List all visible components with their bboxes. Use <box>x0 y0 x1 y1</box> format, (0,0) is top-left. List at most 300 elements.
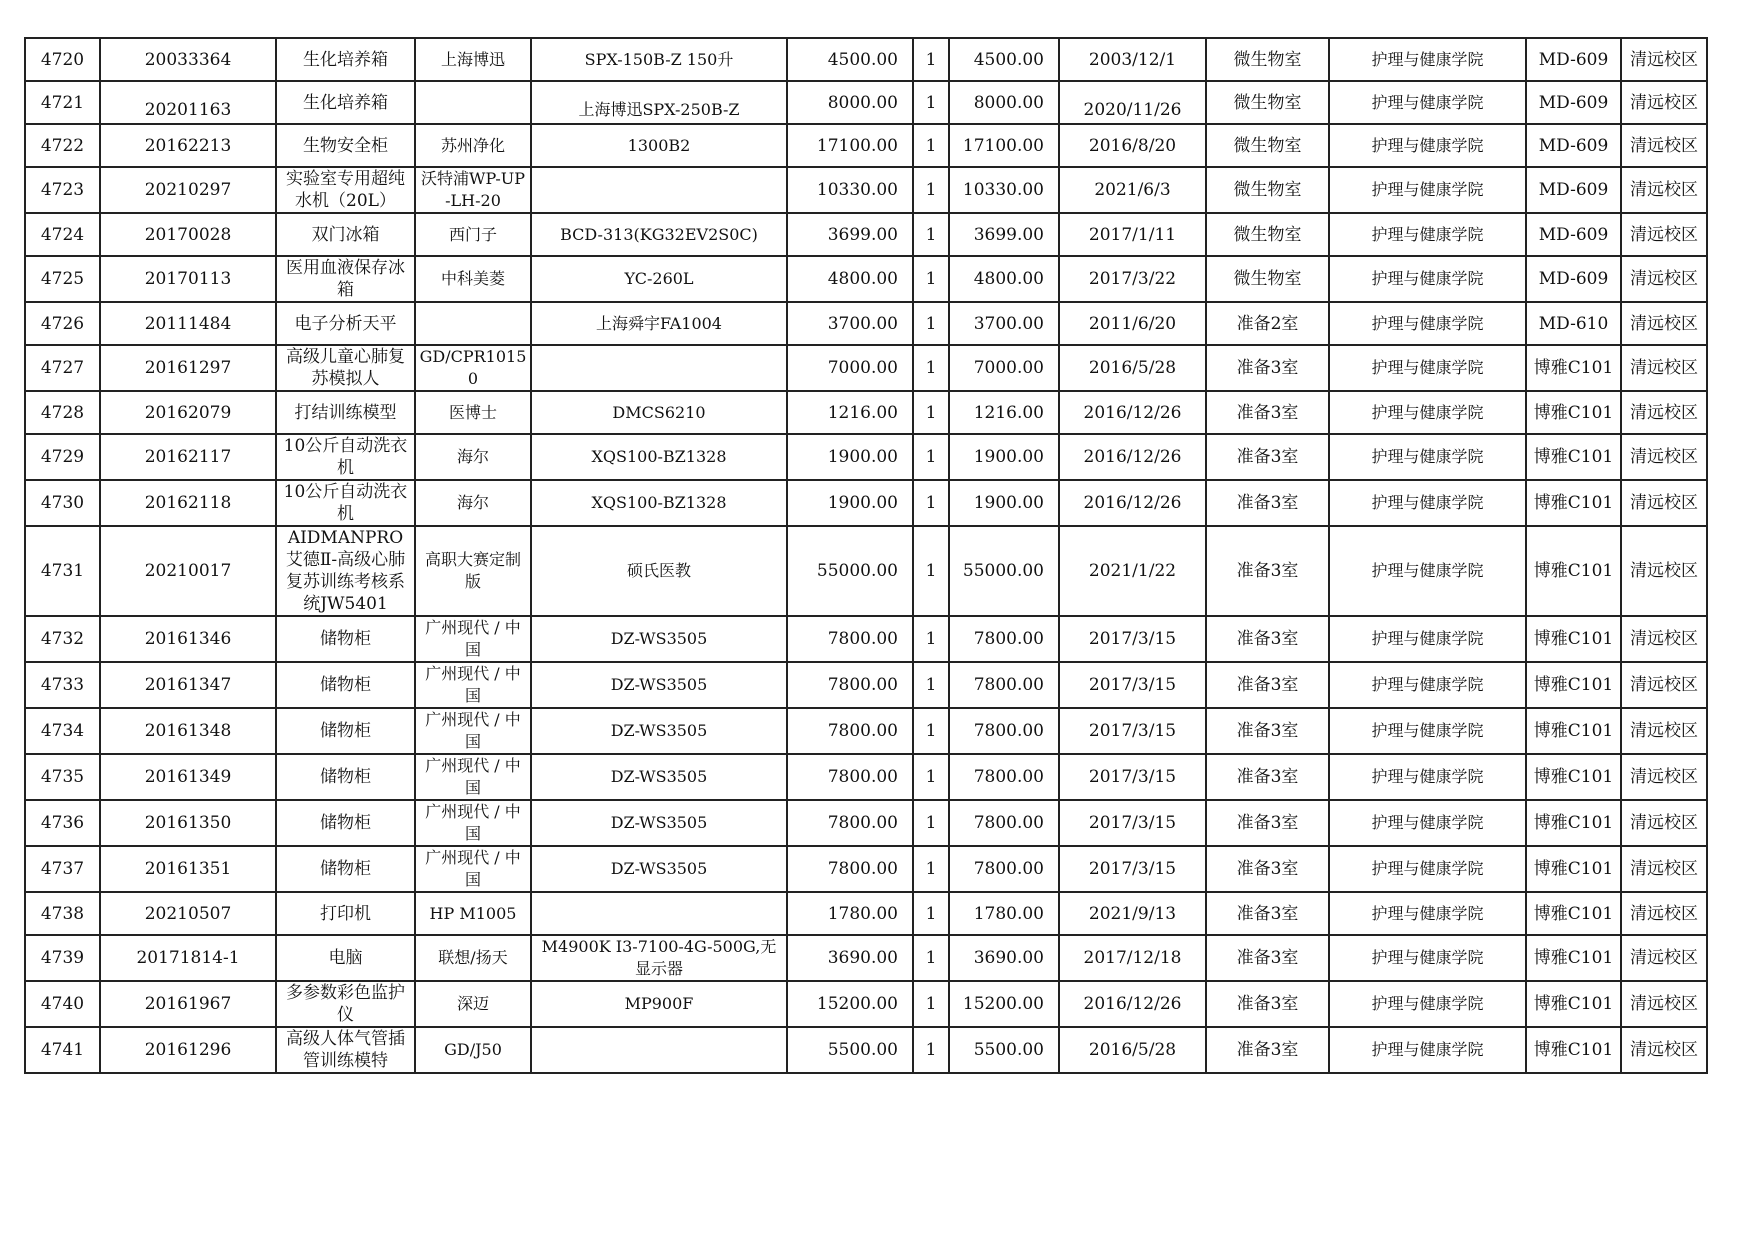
room-cell: 准备3室 <box>1206 526 1329 616</box>
purchase-date-cell: 2017/3/15 <box>1059 662 1206 708</box>
table-row <box>25 302 1707 345</box>
purchase-date-cell: 2016/5/28 <box>1059 1027 1206 1073</box>
room-cell: 微生物室 <box>1206 124 1329 167</box>
brand-cell: GD/CPR10150 <box>415 345 531 391</box>
name-cell: 电脑 <box>276 935 415 981</box>
table-row <box>25 800 1707 846</box>
name-cell: 高级人体气管插管训练模特 <box>276 1027 415 1073</box>
unit-price-cell: 8000.00 <box>787 81 913 124</box>
table-row <box>25 38 1707 81</box>
room-cell: 准备3室 <box>1206 800 1329 846</box>
brand-cell: 沃特浦WP-UP-LH-20 <box>415 167 531 213</box>
name-cell: 生物安全柜 <box>276 124 415 167</box>
location-cell: 博雅C101 <box>1526 526 1621 616</box>
model-cell: M4900K I3-7100-4G-500G,无显示器 <box>531 935 787 981</box>
department-cell: 护理与健康学院 <box>1329 981 1526 1027</box>
campus-cell: 清远校区 <box>1621 616 1707 662</box>
room-cell: 准备3室 <box>1206 846 1329 892</box>
quantity-cell: 1 <box>913 708 949 754</box>
location-cell: MD-609 <box>1526 81 1621 124</box>
quantity-cell: 1 <box>913 213 949 256</box>
room-cell: 微生物室 <box>1206 256 1329 302</box>
unit-price-cell: 1900.00 <box>787 480 913 526</box>
department-cell: 护理与健康学院 <box>1329 124 1526 167</box>
seq-cell: 4724 <box>25 213 100 256</box>
unit-price-cell: 3699.00 <box>787 213 913 256</box>
room-cell: 准备3室 <box>1206 662 1329 708</box>
campus-cell: 清远校区 <box>1621 213 1707 256</box>
seq-cell: 4738 <box>25 892 100 935</box>
campus-cell: 清远校区 <box>1621 391 1707 434</box>
asset-code-cell: 20161346 <box>100 616 276 662</box>
brand-cell: 中科美菱 <box>415 256 531 302</box>
campus-cell: 清远校区 <box>1621 302 1707 345</box>
location-cell: 博雅C101 <box>1526 981 1621 1027</box>
department-cell: 护理与健康学院 <box>1329 1027 1526 1073</box>
unit-price-cell: 7800.00 <box>787 846 913 892</box>
quantity-cell: 1 <box>913 800 949 846</box>
location-cell: 博雅C101 <box>1526 892 1621 935</box>
unit-price-cell: 7800.00 <box>787 708 913 754</box>
asset-code-cell: 20210297 <box>100 167 276 213</box>
campus-cell: 清远校区 <box>1621 846 1707 892</box>
department-cell: 护理与健康学院 <box>1329 167 1526 213</box>
location-cell: 博雅C101 <box>1526 434 1621 480</box>
room-cell: 准备3室 <box>1206 981 1329 1027</box>
purchase-date-cell: 2016/5/28 <box>1059 345 1206 391</box>
unit-price-cell: 7800.00 <box>787 754 913 800</box>
department-cell: 护理与健康学院 <box>1329 616 1526 662</box>
brand-cell: 广州现代 / 中国 <box>415 616 531 662</box>
purchase-date-cell: 2021/6/3 <box>1059 167 1206 213</box>
asset-code-cell: 20161297 <box>100 345 276 391</box>
location-cell: MD-609 <box>1526 38 1621 81</box>
department-cell: 护理与健康学院 <box>1329 480 1526 526</box>
location-cell: MD-610 <box>1526 302 1621 345</box>
brand-cell <box>415 302 531 345</box>
amount-cell: 55000.00 <box>949 526 1059 616</box>
room-cell: 微生物室 <box>1206 38 1329 81</box>
seq-cell: 4734 <box>25 708 100 754</box>
campus-cell: 清远校区 <box>1621 480 1707 526</box>
table-row <box>25 662 1707 708</box>
seq-cell: 4720 <box>25 38 100 81</box>
quantity-cell: 1 <box>913 391 949 434</box>
brand-cell: 广州现代 / 中国 <box>415 800 531 846</box>
room-cell: 准备3室 <box>1206 892 1329 935</box>
model-cell: BCD-313(KG32EV2S0C) <box>531 213 787 256</box>
campus-cell: 清远校区 <box>1621 434 1707 480</box>
quantity-cell: 1 <box>913 38 949 81</box>
quantity-cell: 1 <box>913 124 949 167</box>
amount-cell: 7800.00 <box>949 708 1059 754</box>
department-cell: 护理与健康学院 <box>1329 256 1526 302</box>
table-row <box>25 526 1707 616</box>
asset-code-cell: 20162117 <box>100 434 276 480</box>
table-row <box>25 981 1707 1027</box>
asset-code-cell: 20111484 <box>100 302 276 345</box>
amount-cell: 1780.00 <box>949 892 1059 935</box>
room-cell: 准备3室 <box>1206 708 1329 754</box>
amount-cell: 8000.00 <box>949 81 1059 124</box>
department-cell: 护理与健康学院 <box>1329 81 1526 124</box>
location-cell: MD-609 <box>1526 256 1621 302</box>
quantity-cell: 1 <box>913 935 949 981</box>
room-cell: 准备3室 <box>1206 935 1329 981</box>
unit-price-cell: 4500.00 <box>787 38 913 81</box>
location-cell: 博雅C101 <box>1526 754 1621 800</box>
name-cell: 打结训练模型 <box>276 391 415 434</box>
department-cell: 护理与健康学院 <box>1329 526 1526 616</box>
model-cell: MP900F <box>531 981 787 1027</box>
asset-table <box>24 37 1708 1074</box>
seq-cell: 4721 <box>25 81 100 124</box>
name-cell: 储物柜 <box>276 846 415 892</box>
name-cell: 储物柜 <box>276 616 415 662</box>
purchase-date-cell: 2020/11/26 <box>1059 81 1206 124</box>
table-row <box>25 754 1707 800</box>
department-cell: 护理与健康学院 <box>1329 935 1526 981</box>
purchase-date-cell: 2016/12/26 <box>1059 480 1206 526</box>
department-cell: 护理与健康学院 <box>1329 708 1526 754</box>
room-cell: 微生物室 <box>1206 213 1329 256</box>
brand-cell: 广州现代 / 中国 <box>415 708 531 754</box>
asset-code-cell: 20161296 <box>100 1027 276 1073</box>
campus-cell: 清远校区 <box>1621 935 1707 981</box>
unit-price-cell: 7800.00 <box>787 800 913 846</box>
seq-cell: 4726 <box>25 302 100 345</box>
campus-cell: 清远校区 <box>1621 708 1707 754</box>
department-cell: 护理与健康学院 <box>1329 38 1526 81</box>
seq-cell: 4740 <box>25 981 100 1027</box>
room-cell: 准备3室 <box>1206 391 1329 434</box>
amount-cell: 7800.00 <box>949 800 1059 846</box>
brand-cell: 广州现代 / 中国 <box>415 846 531 892</box>
location-cell: 博雅C101 <box>1526 391 1621 434</box>
model-cell: DZ-WS3505 <box>531 708 787 754</box>
quantity-cell: 1 <box>913 256 949 302</box>
quantity-cell: 1 <box>913 81 949 124</box>
asset-code-cell: 20162213 <box>100 124 276 167</box>
model-cell <box>531 892 787 935</box>
location-cell: 博雅C101 <box>1526 800 1621 846</box>
seq-cell: 4730 <box>25 480 100 526</box>
location-cell: MD-609 <box>1526 213 1621 256</box>
amount-cell: 17100.00 <box>949 124 1059 167</box>
campus-cell: 清远校区 <box>1621 81 1707 124</box>
model-cell <box>531 1027 787 1073</box>
amount-cell: 7800.00 <box>949 616 1059 662</box>
purchase-date-cell: 2011/6/20 <box>1059 302 1206 345</box>
brand-cell: 医博士 <box>415 391 531 434</box>
model-cell: 硕氏医教 <box>531 526 787 616</box>
model-cell <box>531 345 787 391</box>
model-cell: DZ-WS3505 <box>531 846 787 892</box>
unit-price-cell: 1900.00 <box>787 434 913 480</box>
asset-code-cell: 20161967 <box>100 981 276 1027</box>
asset-code-cell: 20161349 <box>100 754 276 800</box>
table-row <box>25 434 1707 480</box>
asset-code-cell: 20161347 <box>100 662 276 708</box>
location-cell: 博雅C101 <box>1526 480 1621 526</box>
brand-cell: 联想/扬天 <box>415 935 531 981</box>
model-cell: 上海博迅SPX-250B-Z <box>531 81 787 124</box>
model-cell: YC-260L <box>531 256 787 302</box>
name-cell: 实验室专用超纯水机（20L） <box>276 167 415 213</box>
purchase-date-cell: 2021/9/13 <box>1059 892 1206 935</box>
asset-code-cell: 20161351 <box>100 846 276 892</box>
table-row <box>25 256 1707 302</box>
brand-cell: 苏州净化 <box>415 124 531 167</box>
table-row <box>25 935 1707 981</box>
seq-cell: 4723 <box>25 167 100 213</box>
brand-cell: 深迈 <box>415 981 531 1027</box>
name-cell: 多参数彩色监护仪 <box>276 981 415 1027</box>
unit-price-cell: 1780.00 <box>787 892 913 935</box>
department-cell: 护理与健康学院 <box>1329 345 1526 391</box>
brand-cell <box>415 81 531 124</box>
name-cell: 打印机 <box>276 892 415 935</box>
name-cell: 储物柜 <box>276 754 415 800</box>
unit-price-cell: 7000.00 <box>787 345 913 391</box>
purchase-date-cell: 2016/12/26 <box>1059 981 1206 1027</box>
asset-code-cell: 20033364 <box>100 38 276 81</box>
location-cell: MD-609 <box>1526 167 1621 213</box>
purchase-date-cell: 2017/3/15 <box>1059 846 1206 892</box>
model-cell: DZ-WS3505 <box>531 754 787 800</box>
amount-cell: 3700.00 <box>949 302 1059 345</box>
location-cell: 博雅C101 <box>1526 1027 1621 1073</box>
purchase-date-cell: 2017/3/22 <box>1059 256 1206 302</box>
brand-cell: 西门子 <box>415 213 531 256</box>
brand-cell: 广州现代 / 中国 <box>415 662 531 708</box>
seq-cell: 4731 <box>25 526 100 616</box>
location-cell: 博雅C101 <box>1526 345 1621 391</box>
name-cell: 储物柜 <box>276 708 415 754</box>
name-cell: 电子分析天平 <box>276 302 415 345</box>
quantity-cell: 1 <box>913 981 949 1027</box>
campus-cell: 清远校区 <box>1621 167 1707 213</box>
quantity-cell: 1 <box>913 616 949 662</box>
seq-cell: 4741 <box>25 1027 100 1073</box>
seq-cell: 4735 <box>25 754 100 800</box>
room-cell: 准备3室 <box>1206 345 1329 391</box>
purchase-date-cell: 2016/12/26 <box>1059 434 1206 480</box>
name-cell: 生化培养箱 <box>276 81 415 124</box>
room-cell: 准备3室 <box>1206 616 1329 662</box>
room-cell: 准备3室 <box>1206 1027 1329 1073</box>
asset-code-cell: 20210507 <box>100 892 276 935</box>
campus-cell: 清远校区 <box>1621 345 1707 391</box>
campus-cell: 清远校区 <box>1621 124 1707 167</box>
brand-cell: GD/J50 <box>415 1027 531 1073</box>
room-cell: 微生物室 <box>1206 81 1329 124</box>
asset-code-cell: 20161350 <box>100 800 276 846</box>
amount-cell: 4800.00 <box>949 256 1059 302</box>
model-cell: XQS100-BZ1328 <box>531 434 787 480</box>
quantity-cell: 1 <box>913 480 949 526</box>
purchase-date-cell: 2003/12/1 <box>1059 38 1206 81</box>
table-row <box>25 345 1707 391</box>
seq-cell: 4739 <box>25 935 100 981</box>
department-cell: 护理与健康学院 <box>1329 434 1526 480</box>
purchase-date-cell: 2017/1/11 <box>1059 213 1206 256</box>
quantity-cell: 1 <box>913 526 949 616</box>
location-cell: MD-609 <box>1526 124 1621 167</box>
location-cell: 博雅C101 <box>1526 935 1621 981</box>
location-cell: 博雅C101 <box>1526 662 1621 708</box>
room-cell: 微生物室 <box>1206 167 1329 213</box>
name-cell: 高级儿童心肺复苏模拟人 <box>276 345 415 391</box>
asset-code-cell: 20201163 <box>100 81 276 124</box>
table-row <box>25 391 1707 434</box>
brand-cell: 高职大赛定制版 <box>415 526 531 616</box>
name-cell: 储物柜 <box>276 662 415 708</box>
model-cell: XQS100-BZ1328 <box>531 480 787 526</box>
brand-cell: HP M1005 <box>415 892 531 935</box>
room-cell: 准备3室 <box>1206 434 1329 480</box>
unit-price-cell: 3690.00 <box>787 935 913 981</box>
quantity-cell: 1 <box>913 846 949 892</box>
seq-cell: 4732 <box>25 616 100 662</box>
model-cell: SPX-150B-Z 150升 <box>531 38 787 81</box>
purchase-date-cell: 2017/3/15 <box>1059 754 1206 800</box>
purchase-date-cell: 2016/8/20 <box>1059 124 1206 167</box>
table-body <box>25 38 1707 1073</box>
quantity-cell: 1 <box>913 167 949 213</box>
amount-cell: 5500.00 <box>949 1027 1059 1073</box>
department-cell: 护理与健康学院 <box>1329 391 1526 434</box>
quantity-cell: 1 <box>913 892 949 935</box>
unit-price-cell: 1216.00 <box>787 391 913 434</box>
purchase-date-cell: 2016/12/26 <box>1059 391 1206 434</box>
asset-code-cell: 20170113 <box>100 256 276 302</box>
quantity-cell: 1 <box>913 662 949 708</box>
unit-price-cell: 3700.00 <box>787 302 913 345</box>
purchase-date-cell: 2021/1/22 <box>1059 526 1206 616</box>
model-cell: 上海舜宇FA1004 <box>531 302 787 345</box>
table-row <box>25 213 1707 256</box>
unit-price-cell: 10330.00 <box>787 167 913 213</box>
name-cell: AIDMANPRO 艾德Ⅱ-高级心肺复苏训练考核系统JW5401 <box>276 526 415 616</box>
quantity-cell: 1 <box>913 1027 949 1073</box>
room-cell: 准备3室 <box>1206 754 1329 800</box>
brand-cell: 广州现代 / 中国 <box>415 754 531 800</box>
amount-cell: 1216.00 <box>949 391 1059 434</box>
amount-cell: 7800.00 <box>949 754 1059 800</box>
amount-cell: 7800.00 <box>949 662 1059 708</box>
asset-code-cell: 20162118 <box>100 480 276 526</box>
seq-cell: 4725 <box>25 256 100 302</box>
campus-cell: 清远校区 <box>1621 38 1707 81</box>
seq-cell: 4728 <box>25 391 100 434</box>
amount-cell: 3699.00 <box>949 213 1059 256</box>
model-cell: DMCS6210 <box>531 391 787 434</box>
unit-price-cell: 7800.00 <box>787 616 913 662</box>
seq-cell: 4733 <box>25 662 100 708</box>
purchase-date-cell: 2017/3/15 <box>1059 708 1206 754</box>
purchase-date-cell: 2017/3/15 <box>1059 800 1206 846</box>
unit-price-cell: 5500.00 <box>787 1027 913 1073</box>
campus-cell: 清远校区 <box>1621 800 1707 846</box>
campus-cell: 清远校区 <box>1621 754 1707 800</box>
table-row <box>25 167 1707 213</box>
amount-cell: 1900.00 <box>949 434 1059 480</box>
unit-price-cell: 17100.00 <box>787 124 913 167</box>
campus-cell: 清远校区 <box>1621 256 1707 302</box>
department-cell: 护理与健康学院 <box>1329 754 1526 800</box>
purchase-date-cell: 2017/3/15 <box>1059 616 1206 662</box>
campus-cell: 清远校区 <box>1621 526 1707 616</box>
table-row <box>25 480 1707 526</box>
seq-cell: 4736 <box>25 800 100 846</box>
seq-cell: 4722 <box>25 124 100 167</box>
department-cell: 护理与健康学院 <box>1329 892 1526 935</box>
quantity-cell: 1 <box>913 434 949 480</box>
department-cell: 护理与健康学院 <box>1329 302 1526 345</box>
unit-price-cell: 7800.00 <box>787 662 913 708</box>
model-cell: DZ-WS3505 <box>531 616 787 662</box>
table-row <box>25 892 1707 935</box>
model-cell: DZ-WS3505 <box>531 662 787 708</box>
table-row <box>25 81 1707 124</box>
amount-cell: 10330.00 <box>949 167 1059 213</box>
department-cell: 护理与健康学院 <box>1329 846 1526 892</box>
campus-cell: 清远校区 <box>1621 892 1707 935</box>
name-cell: 10公斤自动洗衣机 <box>276 480 415 526</box>
asset-code-cell: 20210017 <box>100 526 276 616</box>
amount-cell: 4500.00 <box>949 38 1059 81</box>
location-cell: 博雅C101 <box>1526 616 1621 662</box>
asset-code-cell: 20170028 <box>100 213 276 256</box>
amount-cell: 7800.00 <box>949 846 1059 892</box>
department-cell: 护理与健康学院 <box>1329 800 1526 846</box>
unit-price-cell: 4800.00 <box>787 256 913 302</box>
campus-cell: 清远校区 <box>1621 662 1707 708</box>
campus-cell: 清远校区 <box>1621 981 1707 1027</box>
seq-cell: 4727 <box>25 345 100 391</box>
asset-code-cell: 20162079 <box>100 391 276 434</box>
name-cell: 10公斤自动洗衣机 <box>276 434 415 480</box>
room-cell: 准备2室 <box>1206 302 1329 345</box>
purchase-date-cell: 2017/12/18 <box>1059 935 1206 981</box>
unit-price-cell: 15200.00 <box>787 981 913 1027</box>
name-cell: 双门冰箱 <box>276 213 415 256</box>
model-cell <box>531 167 787 213</box>
table-row <box>25 708 1707 754</box>
room-cell: 准备3室 <box>1206 480 1329 526</box>
name-cell: 储物柜 <box>276 800 415 846</box>
department-cell: 护理与健康学院 <box>1329 213 1526 256</box>
amount-cell: 7000.00 <box>949 345 1059 391</box>
table-row <box>25 1027 1707 1073</box>
table-row <box>25 124 1707 167</box>
asset-code-cell: 20171814-1 <box>100 935 276 981</box>
amount-cell: 1900.00 <box>949 480 1059 526</box>
table-row <box>25 846 1707 892</box>
quantity-cell: 1 <box>913 345 949 391</box>
unit-price-cell: 55000.00 <box>787 526 913 616</box>
department-cell: 护理与健康学院 <box>1329 662 1526 708</box>
brand-cell: 海尔 <box>415 434 531 480</box>
model-cell: DZ-WS3505 <box>531 800 787 846</box>
model-cell: 1300B2 <box>531 124 787 167</box>
amount-cell: 15200.00 <box>949 981 1059 1027</box>
brand-cell: 上海博迅 <box>415 38 531 81</box>
brand-cell: 海尔 <box>415 480 531 526</box>
asset-code-cell: 20161348 <box>100 708 276 754</box>
name-cell: 医用血液保存冰箱 <box>276 256 415 302</box>
